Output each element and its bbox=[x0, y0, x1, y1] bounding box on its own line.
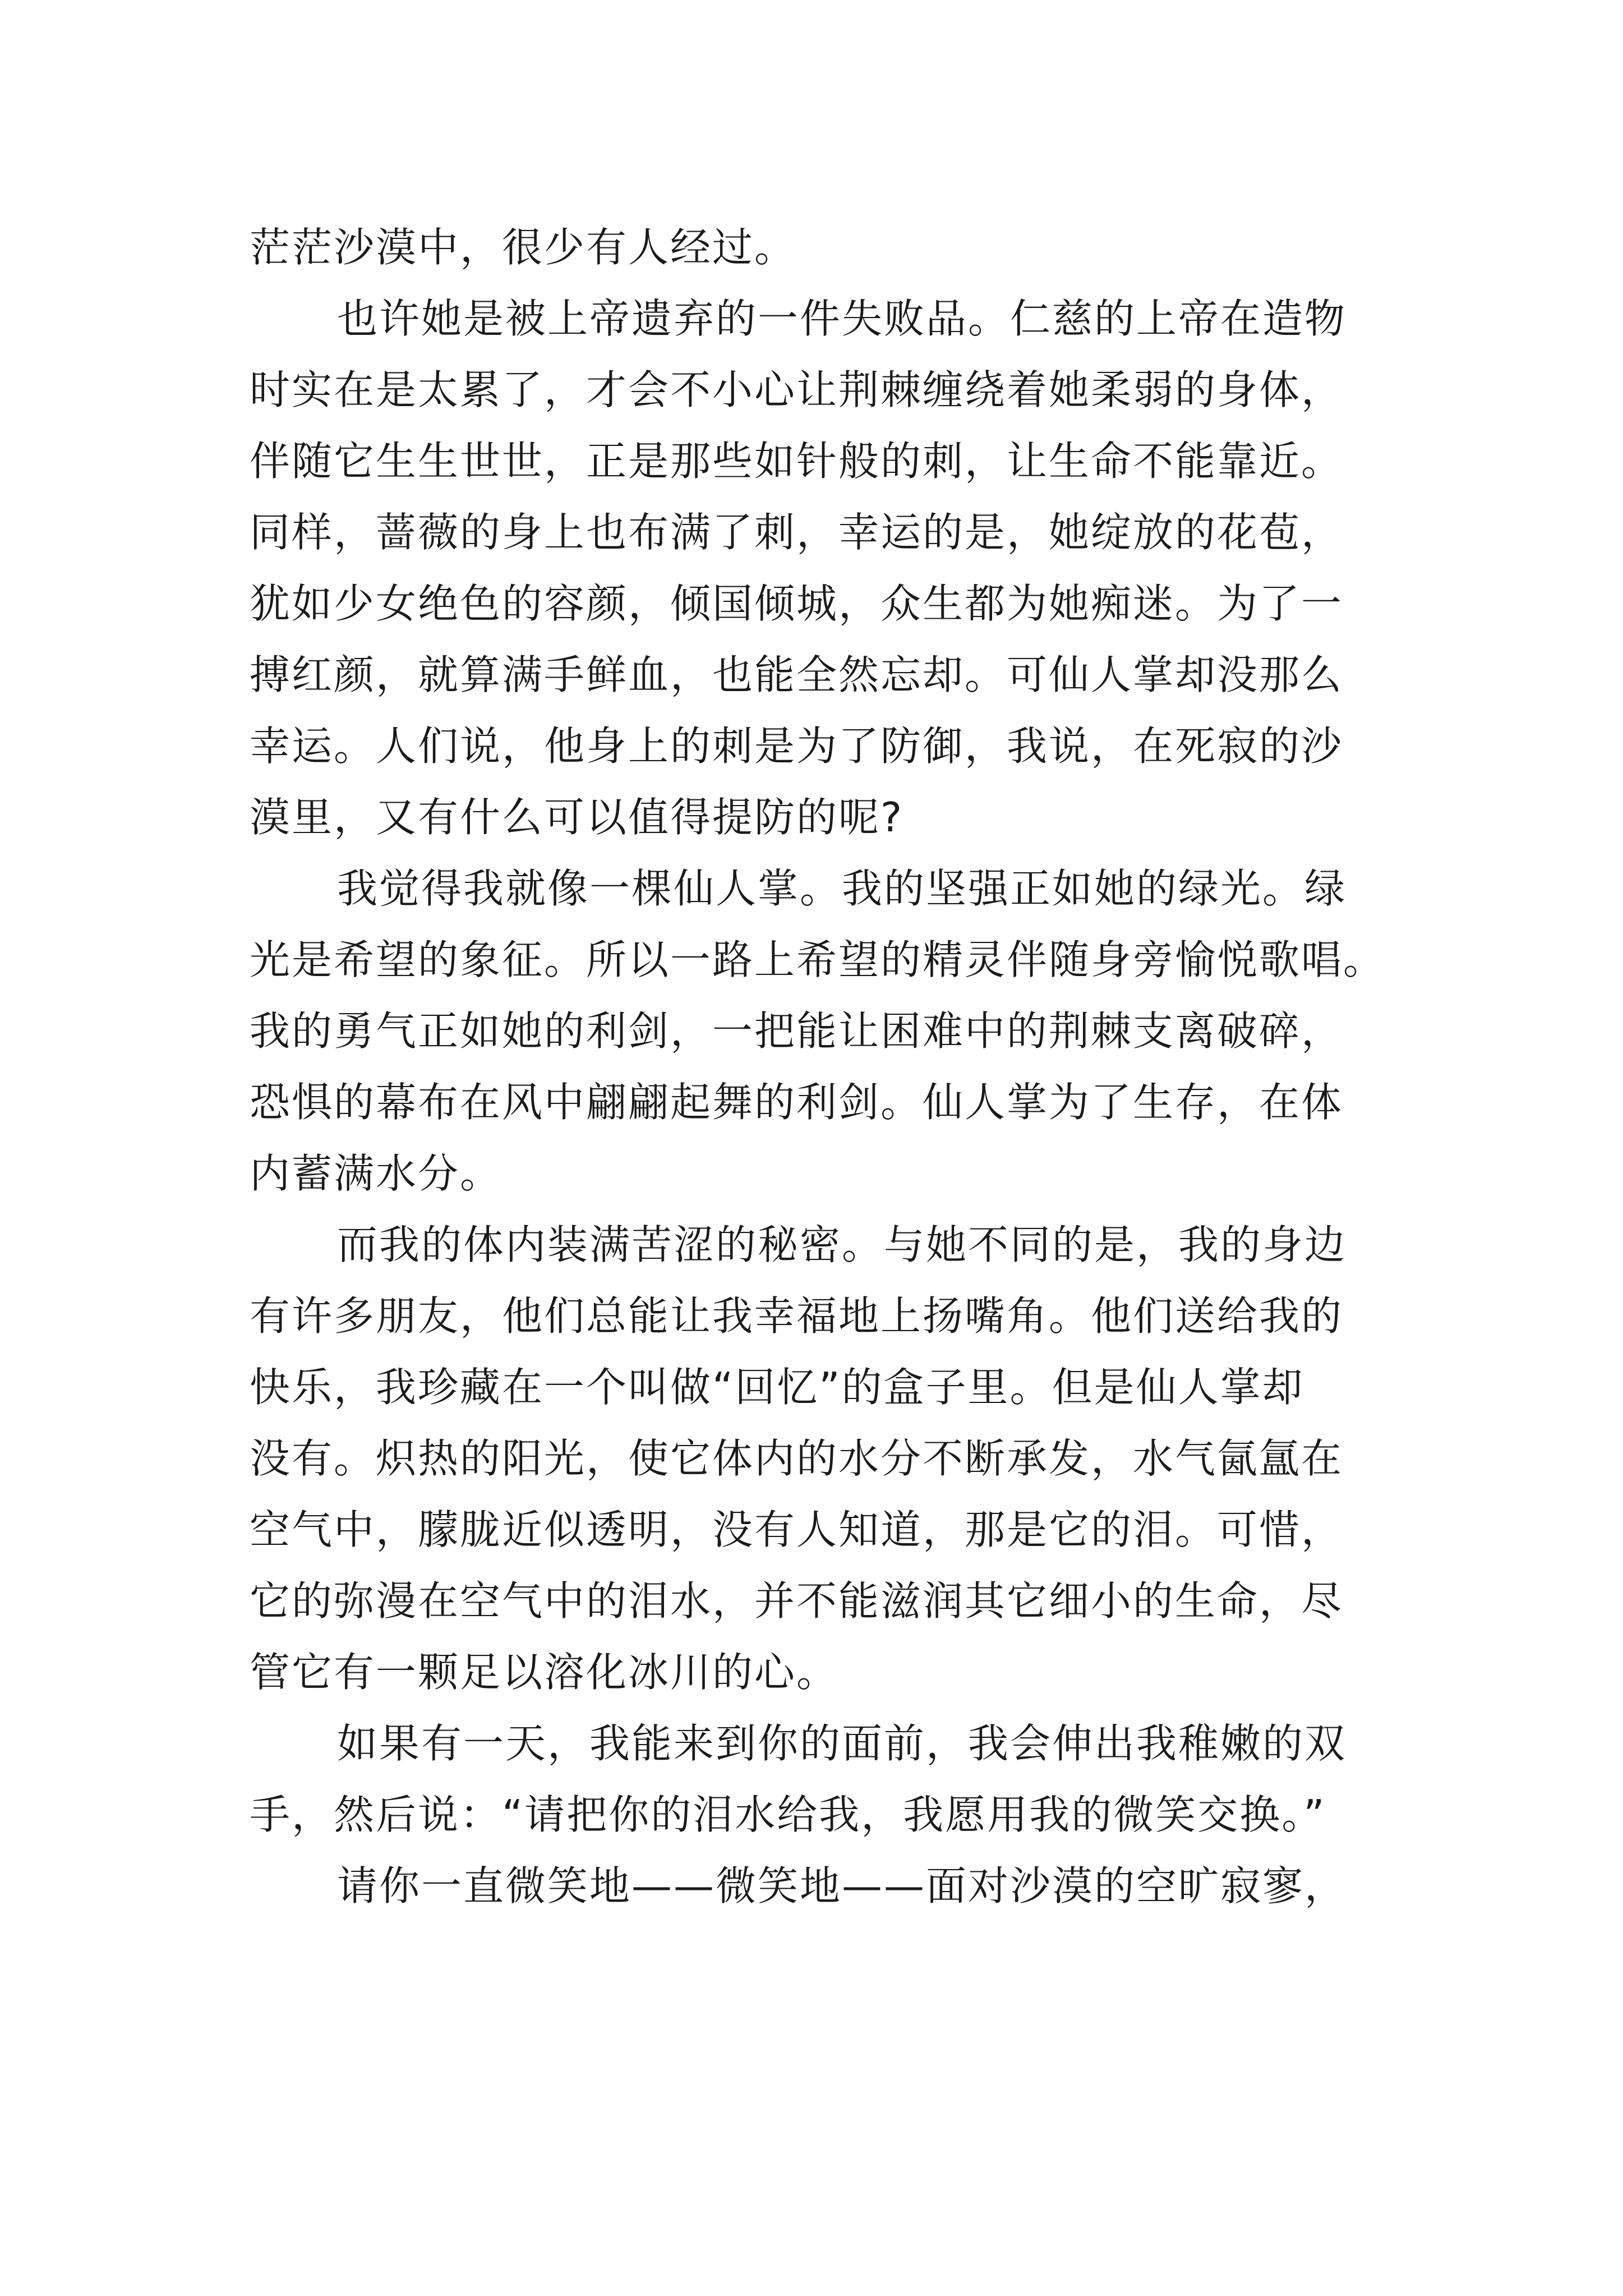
text-line-22: 如果有一天，我能来到你的面前，我会伸出我稚嫩的双 bbox=[337, 1720, 1347, 1767]
text-line-3: 时实在是太累了，才会不小心让荆棘缠绕着她柔弱的身体， bbox=[250, 366, 1344, 413]
text-line-1: 茫茫沙漠中，很少有人经过。 bbox=[250, 224, 797, 271]
text-line-4: 伴随它生生世世，正是那些如针般的刺，让生命不能靠近。 bbox=[250, 438, 1344, 485]
text-line-14: 内蓄满水分。 bbox=[250, 1150, 502, 1197]
text-line-18: 没有。炽热的阳光，使它体内的水分不断承发，水气氤氲在 bbox=[250, 1435, 1344, 1482]
text-line-20: 它的弥漫在空气中的泪水，并不能滋润其它细小的生命，尽 bbox=[250, 1577, 1344, 1625]
text-line-21: 管它有一颗足以溶化冰川的心。 bbox=[250, 1649, 839, 1696]
text-line-7: 搏红颜，就算满手鲜血，也能全然忘却。可仙人掌却没那么 bbox=[250, 651, 1344, 698]
text-line-2: 也许她是被上帝遗弃的一件失败品。仁慈的上帝在造物 bbox=[337, 295, 1347, 342]
text-line-16: 有许多朋友，他们总能让我幸福地上扬嘴角。他们送给我的 bbox=[250, 1292, 1344, 1340]
text-line-13: 恐惧的幕布在风中翩翩起舞的利剑。仙人掌为了生存，在体 bbox=[250, 1079, 1344, 1126]
text-line-23: 手，然后说：“请把你的泪水给我，我愿用我的微笑交换。” bbox=[250, 1791, 1326, 1838]
text-line-5: 同样，蔷薇的身上也布满了刺，幸运的是，她绽放的花苞， bbox=[250, 509, 1344, 556]
text-line-8: 幸运。人们说，他身上的刺是为了防御，我说，在死寂的沙 bbox=[250, 723, 1344, 770]
text-line-6: 犹如少女绝色的容颜，倾国倾城，众生都为她痴迷。为了一 bbox=[250, 580, 1344, 627]
body-text bbox=[250, 212, 1386, 1922]
text-line-15: 而我的体内装满苦涩的秘密。与她不同的是，我的身边 bbox=[337, 1221, 1347, 1268]
text-line-19: 空气中，朦胧近似透明，没有人知道，那是它的泪。可惜， bbox=[250, 1506, 1344, 1553]
text-line-12: 我的勇气正如她的利剑，一把能让困难中的荆棘支离破碎， bbox=[250, 1007, 1344, 1055]
text-line-10: 我觉得我就像一棵仙人掌。我的坚强正如她的绿光。绿 bbox=[337, 865, 1347, 912]
text-line-11: 光是希望的象征。所以一路上希望的精灵伴随身旁愉悦歌唱。 bbox=[250, 936, 1386, 983]
text-line-24: 请你一直微笑地——微笑地——面对沙漠的空旷寂寥， bbox=[337, 1862, 1347, 1910]
text-line-9: 漠里，又有什么可以值得提防的呢? bbox=[250, 794, 904, 841]
text-line-17: 快乐，我珍藏在一个叫做“回忆”的盒子里。但是仙人掌却 bbox=[250, 1364, 1304, 1411]
